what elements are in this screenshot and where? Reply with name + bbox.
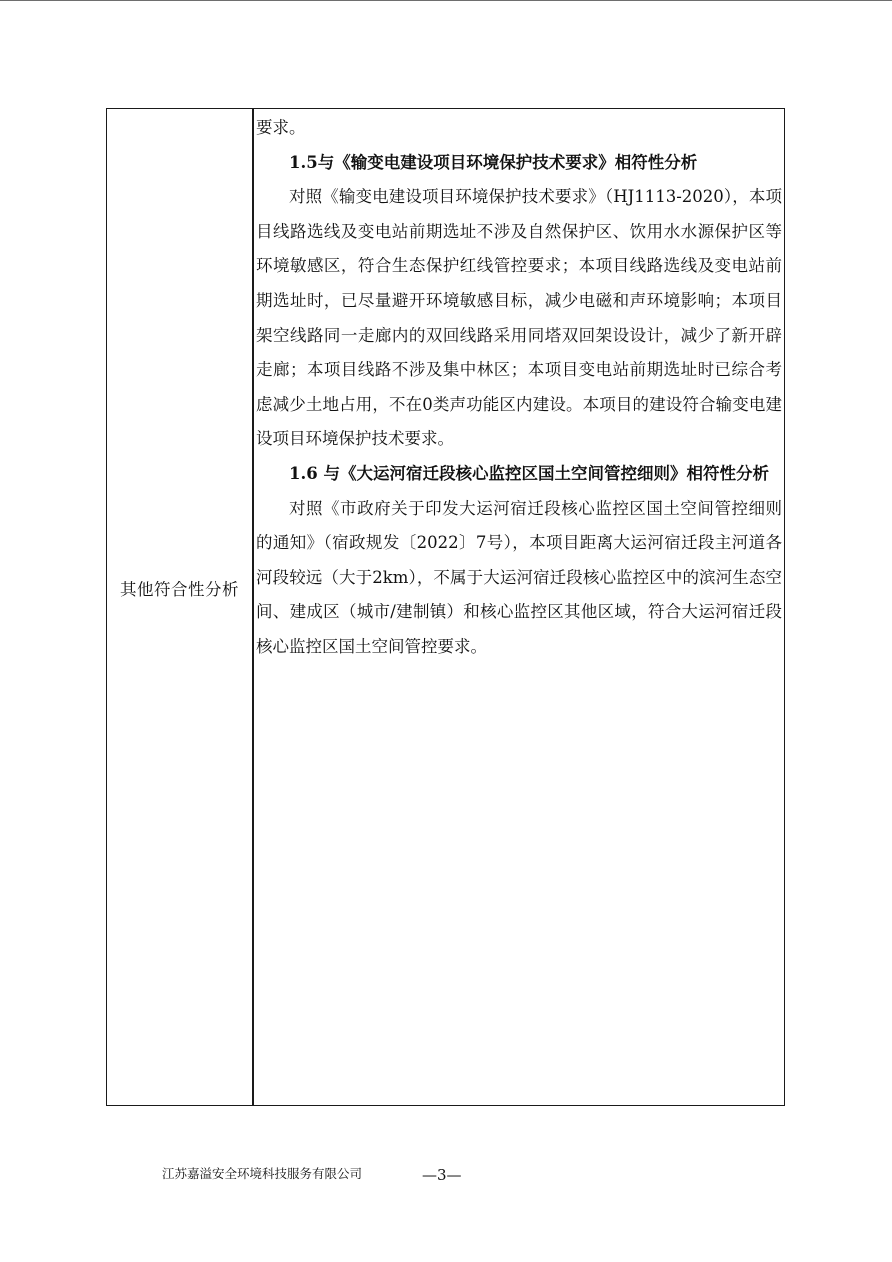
paragraph-1-6-body: 对照《市政府关于印发大运河宿迁段核心监控区国土空间管控细则的通知》（宿政规发〔2022〕7号），本项目距离大运河宿迁段主河道各河段较远（大于2km），不属于大运河宿迁段核心监控区中的滨河生态空间、建成区（城市/建制镇）和核心监控区其他区域，符合大运河宿迁段核心监控区国土空间管控要求。	[256, 498, 782, 656]
footer-company-name: 江苏嘉溢安全环境科技服务有限公司	[162, 1166, 363, 1181]
paragraph-1-5-body: 对照《输变电建设项目环境保护技术要求》（HJ1113-2020），本项目线路选线及变电站前期选址不涉及自然保护区、饮用水水源保护区等环境敏感区，符合生态保护红线管控要求；本项目线路选线及变电站前期选址时，已尽量避开环境敏感目标，减少电磁和声环境影响；本项目架空线路同一走廊内的双回线路采用同塔双回架设设计，减少了新开辟走廊；本项目线路不涉及集中林区；本项目变电站前期选址时已综合考虑减少土地占用，不在0类声功能区内建设。本项目的建设符合输变电建设项目环境保护技术要求。	[256, 187, 782, 449]
page-number: —3—	[422, 1166, 462, 1184]
row-label: 其他符合性分析	[120, 580, 239, 599]
top-border-line	[0, 0, 892, 1]
column-divider	[252, 109, 254, 1105]
paragraph-continuation: 要求。	[256, 118, 306, 137]
row-content	[256, 111, 782, 665]
section-heading-1-6: 1.6 与《大运河宿迁段核心监控区国土空间管控细则》相符性分析	[289, 463, 769, 483]
compliance-table	[106, 108, 785, 1106]
section-heading-1-5: 1.5与《输变电建设项目环境保护技术要求》相符性分析	[289, 152, 698, 172]
